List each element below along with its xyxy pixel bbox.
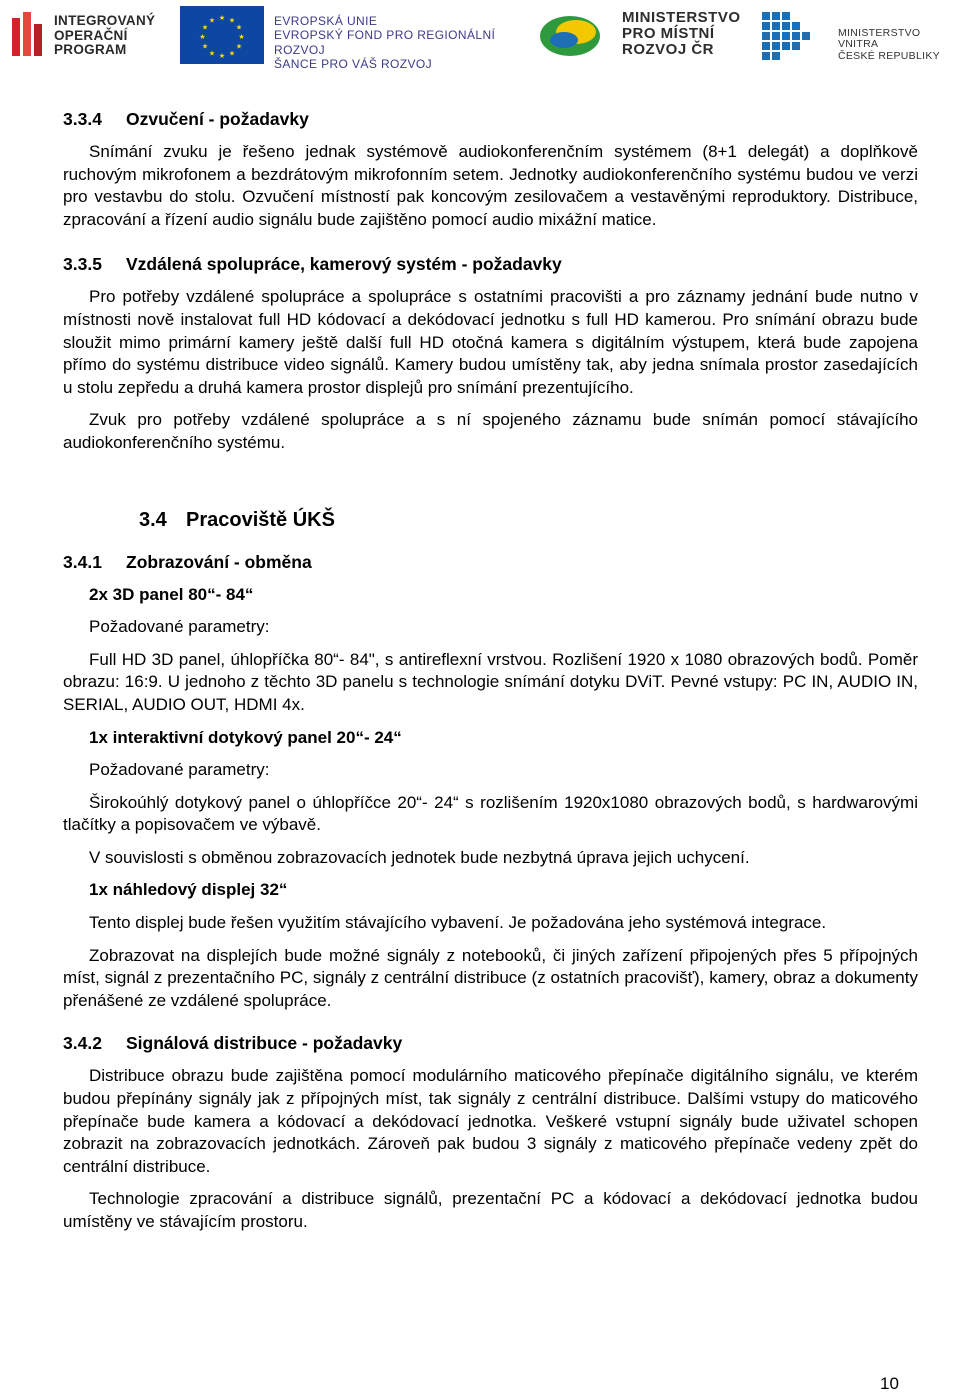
item-3d-panel-title: 2x 3D panel 80“- 84“	[89, 584, 254, 604]
mv-logo	[760, 8, 960, 68]
mmr-line-2: PRO MÍSTNÍ	[622, 25, 715, 43]
item-touch-panel-title: 1x interaktivní dotykový panel 20“- 24“	[89, 727, 402, 747]
mmr-mark-icon	[536, 8, 606, 62]
mmr-line-1: MINISTERSTVO	[622, 9, 741, 26]
item-touch-panel-text: Širokoúhlý dotykový panel o úhlopříčce 20“- 24“ s rozlišením 1920x1080 obrazových bodů, s hardwarovými tlačítky a popisovačem ve výbavě.	[63, 792, 918, 835]
heading-number: 3.3.4	[63, 109, 102, 129]
svg-text:★: ★	[201, 23, 209, 32]
paragraph-audio: Snímání zvuku je řešeno jednak systémově audiokonferenčním systémem (8+1 delegát) a doplňkově ruchovým mikrofonem a bezdrátovým mikrofonním setem. Jednotky audiokonferenčního systému budou ve verzi pro vestavbu do stolu. Ozvučení místností pak koncovým zesilovačem a vestavěnými reproduktory. Distribuce, zpracování a řízení audio signálu bude zajištěno pomocí audio mixážní matice.	[63, 142, 918, 229]
svg-text:★: ★	[228, 49, 236, 58]
heading-title: Vzdálená spolupráce, kamerový systém - požadavky	[126, 254, 562, 275]
eu-line-3: ŠANCE PRO VÁŠ ROZVOJ	[274, 57, 433, 72]
heading-title: Signálová distribuce - požadavky	[126, 1033, 403, 1054]
iop-line-1: INTEGROVANÝ	[54, 13, 156, 28]
heading-title: Pracoviště ÚKŠ	[186, 508, 335, 531]
heading-number: 3.4.1	[63, 551, 102, 572]
eu-flag-icon	[180, 6, 264, 64]
heading-3-4-2	[63, 1032, 918, 1055]
iop-line-2: OPERAČNÍ	[54, 27, 128, 43]
svg-text:★: ★	[235, 42, 243, 51]
heading-3-3-4	[63, 108, 918, 131]
heading-3-4-1	[63, 551, 918, 574]
item-preview-display-title: 1x náhledový displej 32“	[89, 880, 288, 900]
svg-text:★: ★	[201, 42, 209, 51]
paragraph-technology-location: Technologie zpracování a distribuce signálů, prezentační PC a kódovací a dekódovací jednotka budou umístěny ve stávajícím prostoru.	[63, 1189, 918, 1231]
heading-3-3-5	[63, 253, 918, 276]
eu-line-2: EVROPSKÝ FOND PRO REGIONÁLNÍ ROZVOJ	[274, 28, 496, 57]
heading-3-4	[63, 507, 918, 533]
item-3d-panel-text: Full HD 3D panel, úhlopříčka 80“- 84", s antireflexní vrstvou. Rozlišení 1920 x 1080 obrazových bodů. Poměr obrazu: 16:9. U jednoho z těchto 3D panelu s technologie snímání dotyku DViT. Pevné vstupy: PC IN, AUDIO IN, SERIAL, AUDIO OUT, HDMI 4x.	[63, 649, 918, 714]
heading-number: 3.4.2	[63, 1033, 102, 1054]
svg-text:★: ★	[238, 33, 245, 41]
page-number: 10	[880, 1374, 899, 1393]
mv-line-2: ČESKÉ REPUBLIKY	[838, 49, 940, 62]
heading-title: Zobrazování - obměna	[126, 551, 312, 572]
logo-header	[0, 0, 960, 80]
heading-title: Ozvučení - požadavky	[126, 109, 309, 129]
item-touch-panel-params-label: Požadované parametry:	[89, 760, 270, 780]
item-preview-display-note: Zobrazovat na displejích bude možné signály z notebooků, či jiných zařízení připojených přes 5 přípojných míst, signál z prezentačního PC, signály z centrální distribuce (z ostatních pracovišť), kamery, obraz a dokumenty přenášené ze vzdálené spolupráce.	[63, 945, 918, 1010]
svg-text:★: ★	[235, 23, 243, 32]
eu-line-1: EVROPSKÁ UNIE	[274, 14, 378, 28]
heading-number: 3.3.5	[63, 254, 102, 275]
svg-text:★: ★	[218, 14, 226, 22]
iop-mark-icon	[8, 8, 46, 64]
mv-line-1: MINISTERSTVO VNITRA	[838, 27, 921, 51]
svg-text:★: ★	[208, 16, 216, 25]
paragraph-remote-collab: Pro potřeby vzdálené spolupráce a spolupráce s ostatními pracovišti a pro záznamy jednání bude nutno v místnosti nově instalovat full HD kódovací a dekódovací jednotku s full HD kamerou. Pro snímání obrazu bude sloužit mimo primární kamery ještě další full HD otočná kamera s digitálním výstupem, která bude zapojena přímo do systému distribuce video signálů. Kamery budou umístěny tak, aby jedna snímala prostor zasedajících u stolu zepředu a druhá kamera prostor displejů pro snímání prezentujícího.	[63, 287, 918, 397]
mmr-line-3: ROZVOJ ČR	[622, 41, 715, 59]
svg-text:★: ★	[228, 16, 236, 25]
heading-number: 3.4	[139, 508, 167, 531]
document-body	[63, 108, 918, 1234]
item-3d-panel-params-label: Požadované parametry:	[89, 617, 270, 637]
iop-logo	[8, 8, 168, 68]
paragraph-signal-distribution: Distribuce obrazu bude zajištěna pomocí modulárního maticového přepínače digitálního signálu, ve kterém budou přepínány signály jak z přípojných míst, tak signály z centrální distribuce. Dalšími vstupy do maticového přepínače bude kamera a kódovací a dekódovací jednotka. Veškeré vstupní signály bude uživatel schopen zobrazit na zobrazovacích jednotkách. Zároveň pak budou 3 signály z maticového přepínače vedeny zpět do centrální distribuce.	[63, 1066, 918, 1176]
svg-text:★: ★	[208, 49, 216, 58]
svg-text:★: ★	[218, 52, 226, 60]
iop-line-3: PROGRAM	[54, 42, 127, 58]
item-preview-display-text: Tento displej bude řešen využitím stávajícího vybavení. Je požadována jeho systémová integrace.	[89, 913, 827, 933]
svg-text:★: ★	[199, 33, 206, 41]
eu-logo	[180, 6, 525, 72]
item-touch-panel-note: V souvislosti s obměnou zobrazovacích jednotek bude nezbytná úprava jejich uchycení.	[89, 847, 750, 867]
paragraph-remote-audio: Zvuk pro potřeby vzdálené spolupráce a s ní spojeného záznamu bude snímán pomocí stávajícího audiokonferenčního systému.	[63, 410, 918, 452]
mmr-logo	[536, 8, 751, 68]
mv-mark-icon	[760, 8, 826, 62]
